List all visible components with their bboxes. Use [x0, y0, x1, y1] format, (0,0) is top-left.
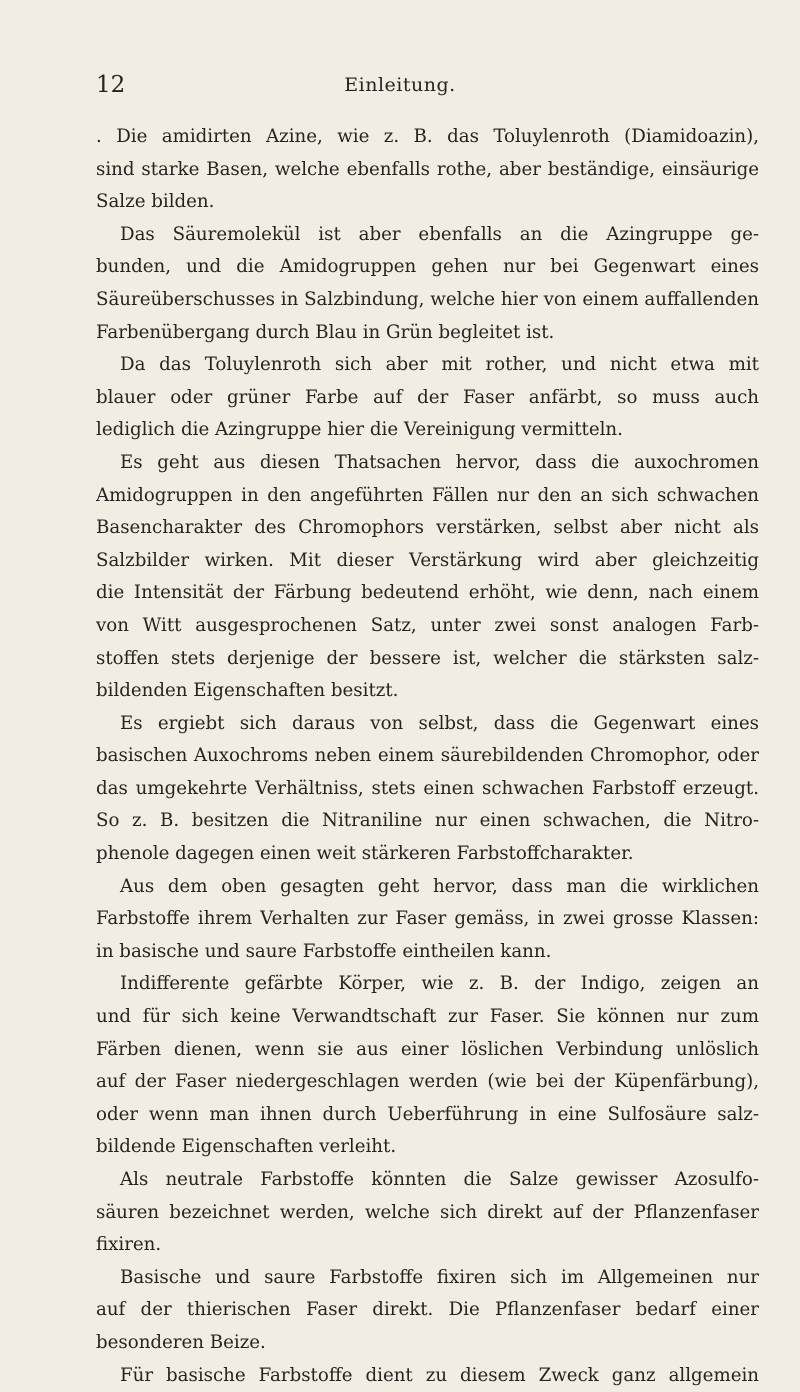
text-line: und für sich keine Verwandtschaft zur Faser. Sie können nur zum	[96, 1006, 759, 1028]
running-title: Einleitung.	[344, 74, 456, 96]
text-line: stoffen stets derjenige der bessere ist, welcher die stärksten salz-	[96, 647, 759, 669]
text-line: Färben dienen, wenn sie aus einer löslichen Verbindung unlöslich	[96, 1038, 759, 1060]
text-line: Aus dem oben gesagten geht hervor, dass man die wirklichen	[120, 875, 759, 897]
text-line: auf der thierischen Faser direkt. Die Pflanzenfaser bedarf einer	[96, 1299, 759, 1321]
text-line: in basische und saure Farbstoffe eintheilen kann.	[96, 940, 552, 962]
text-line: bunden, und die Amidogruppen gehen nur bei Gegenwart eines	[96, 256, 759, 278]
text-line: lediglich die Azingruppe hier die Vereinigung vermitteln.	[96, 419, 623, 441]
text-line: Basische und saure Farbstoffe fixiren sich im Allgemeinen nur	[120, 1266, 759, 1288]
text-line: . Die amidirten Azine, wie z. B. das Toluylenroth (Diamidoazin),	[96, 126, 759, 147]
text-line: bildenden Eigenschaften besitzt.	[96, 680, 399, 702]
page-number: 12	[96, 72, 126, 98]
text-line: Als neutrale Farbstoffe könnten die Salze gewisser Azosulfo-	[120, 1169, 759, 1190]
text-line: Salzbilder wirken. Mit dieser Verstärkung wird aber gleichzeitig	[96, 549, 759, 571]
text-line: das umgekehrte Verhältniss, stets einen schwachen Farbstoff erzeugt.	[96, 777, 759, 799]
text-line: Farbenübergang durch Blau in Grün begleitet ist.	[96, 321, 555, 343]
text-line: Es geht aus diesen Thatsachen hervor, dass die auxochromen	[120, 451, 759, 473]
text-line: So z. B. besitzen die Nitraniline nur einen schwachen, die Nitro-	[96, 810, 759, 832]
text-line: phenole dagegen einen weit stärkeren Farbstoffcharakter.	[96, 843, 634, 865]
text-line: besonderen Beize.	[96, 1331, 266, 1353]
text-line: Das Säuremolekül ist aber ebenfalls an die Azingruppe ge-	[120, 223, 759, 245]
text-line: die Intensität der Färbung bedeutend erhöht, wie denn, nach einem	[96, 582, 759, 604]
text-line: Säureüberschusses in Salzbindung, welche hier von einem auffallenden	[96, 288, 759, 310]
text-line: basischen Auxochroms neben einem säurebildenden Chromophor, oder	[96, 745, 759, 767]
text-line: Da das Toluylenroth sich aber mit rother, und nicht etwa mit	[120, 354, 759, 376]
text-line: Farbstoffe ihrem Verhalten zur Faser gemäss, in zwei grosse Klassen:	[96, 908, 759, 930]
text-line: Basencharakter des Chromophors verstärken, selbst aber nicht als	[96, 517, 759, 539]
text-line: von Witt ausgesprochenen Satz, unter zwei sonst analogen Farb-	[96, 614, 759, 636]
text-line: Es ergiebt sich daraus von selbst, dass die Gegenwart eines	[120, 712, 759, 734]
text-line: Indifferente gefärbte Körper, wie z. B. der Indigo, zeigen an	[120, 973, 759, 995]
text-line: säuren bezeichnet werden, welche sich direkt auf der Pflanzenfaser	[96, 1201, 759, 1223]
text-line: blauer oder grüner Farbe auf der Faser anfärbt, so muss auch	[96, 386, 759, 408]
text-line: auf der Faser niedergeschlagen werden (wie bei der Küpenfärbung),	[96, 1071, 759, 1093]
text-line: Salze bilden.	[96, 191, 215, 213]
text-line: bildende Eigenschaften verleiht.	[96, 1136, 397, 1158]
text-line: Für basische Farbstoffe dient zu diesem Zweck ganz allgemein	[120, 1364, 759, 1386]
text-line: Amidogruppen in den angeführten Fällen nur den an sich schwachen	[96, 484, 759, 506]
text-line: sind starke Basen, welche ebenfalls rothe, aber beständige, einsäurige	[96, 158, 759, 180]
body-text	[96, 121, 759, 1392]
text-line: oder wenn man ihnen durch Ueberführung in eine Sulfosäure salz-	[96, 1103, 759, 1125]
text-line: fixiren.	[96, 1234, 162, 1256]
